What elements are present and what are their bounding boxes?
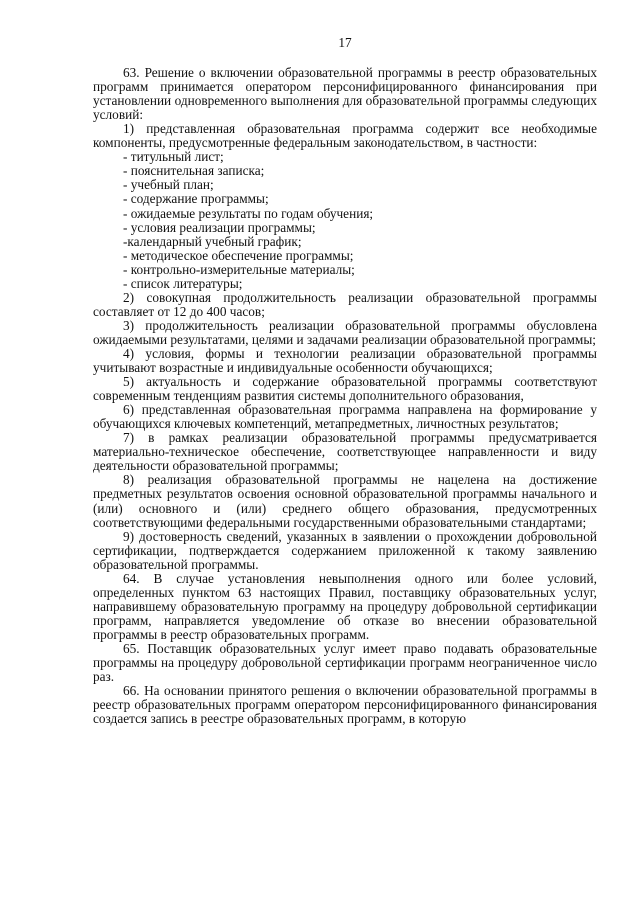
list-item: - титульный лист; <box>123 149 224 165</box>
list-item: - контрольно-измерительные материалы; <box>123 261 355 277</box>
paragraph: 2) совокупная продолжительность реализации образовательной программы составляет от 12 до 400 часов; <box>93 289 597 319</box>
list-item: - ожидаемые результаты по годам обучения; <box>123 205 374 221</box>
list-item: - пояснительная записка; <box>123 163 265 179</box>
paragraph: 65. Поставщик образовательных услуг имеет право подавать образовательные программы на процедуру добровольной сертификации программ неограниченное число раз. <box>93 640 597 685</box>
list-item: - список литературы; <box>123 275 243 291</box>
paragraph: 9) достоверность сведений, указанных в заявлении о прохождении добровольной сертификации, подтверждается содержанием приложенной к такому заявлению образовательной программы. <box>93 528 597 572</box>
document-body <box>93 66 597 726</box>
paragraph: 6) представленная образовательная программа направлена на формирование у обучающихся ключевых компетенций, метапредметных, личностных результатов; <box>93 402 597 432</box>
paragraph: 4) условия, формы и технологии реализации образовательной программы учитывают возрастные и индивидуальные особенности обучающихся; <box>93 345 597 376</box>
paragraph: 63. Решение о включении образовательной программы в реестр образовательных программ принимается оператором персонифицированного финансирования при установлении одновременного выполнения для образовательной программы следующих условий: <box>93 65 597 123</box>
paragraph: 8) реализация образовательной программы не нацелена на достижение предметных результатов освоения основной образовательной программы начального и (или) основного и (или) среднего общего образования, предусмотренных соответствующими федеральными государственными образовательными стандартами; <box>93 472 597 530</box>
paragraph: 7) в рамках реализации образовательной программы предусматривается материально-техническое обеспечение, соответствующее направленности и виду деятельности образовательной программы; <box>93 430 597 474</box>
paragraph: 64. В случае установления невыполнения одного или более условий, определенных пунктом 63 настоящих Правил, поставщику образовательных услуг, направившему образовательную программу на процедуру добровольной сертификации программ, направляется уведомление об отказе во внесении образовательной программы в реестр образовательных программ. <box>93 570 597 642</box>
paragraph: 66. На основании принятого решения о включении образовательной программы в реестр образовательных программ оператором персонифицированного финансирования создается запись в реестре образовательных программ, в которую <box>93 683 597 727</box>
paragraph: 1) представленная образовательная программа содержит все необходимые компоненты, предусмотренные федеральным законодательством, в частности: <box>93 121 597 151</box>
list-item: - содержание программы; <box>123 191 269 207</box>
list-item: - учебный план; <box>123 177 214 193</box>
paragraph: 3) продолжительность реализации образовательной программы обусловлена ожидаемыми результатами, целями и задачами реализации образовательной программы; <box>93 317 597 347</box>
paragraph: 5) актуальность и содержание образовательной программы соответствуют современным тенденциям развития системы дополнительного образования, <box>93 374 597 404</box>
document-page <box>93 36 597 726</box>
list-item: -календарный учебный график; <box>123 233 302 249</box>
list-item: - условия реализации программы; <box>123 219 316 235</box>
list-item: - методическое обеспечение программы; <box>123 247 354 263</box>
page-number: 17 <box>338 35 352 50</box>
